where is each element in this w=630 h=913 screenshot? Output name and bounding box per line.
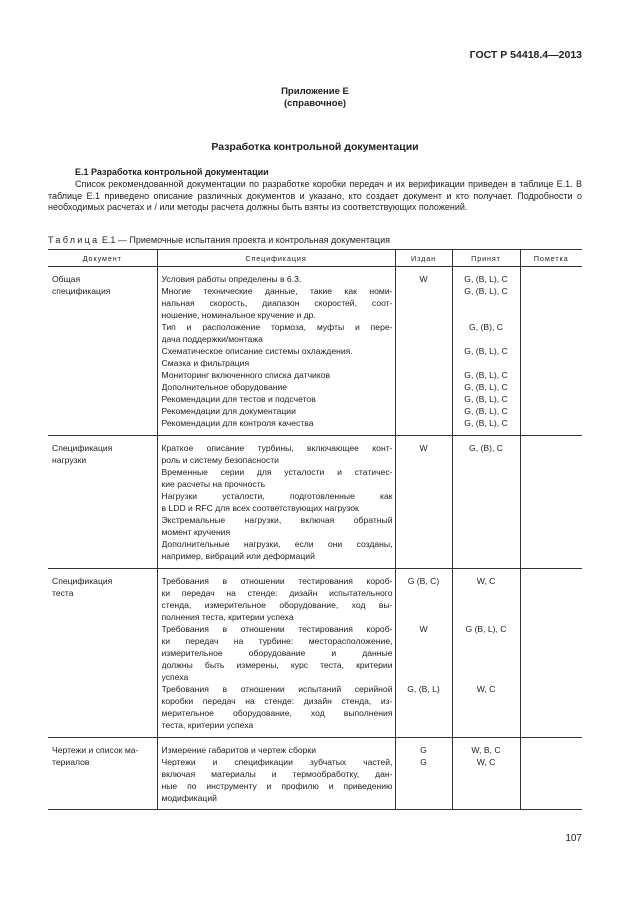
cell-line <box>455 297 518 309</box>
cell-line: Условия работы определены в 6.3. <box>161 274 302 284</box>
cell-line: W, C <box>476 757 496 767</box>
cell-line: Временные серии для усталости и статичес- <box>161 467 393 477</box>
cell-line <box>455 333 518 345</box>
cell-line: G, (B, L), C <box>464 274 508 284</box>
cell-line <box>398 671 450 683</box>
cell-line: нагрузки <box>52 455 87 465</box>
cell-line: ки передач на стенде: дизайн испытательного <box>161 588 393 598</box>
table-row <box>48 569 582 738</box>
cell-line <box>398 611 450 623</box>
cell-line: ки передач на турбине: месторасположение, <box>161 636 393 646</box>
cell-line: спецификация <box>52 286 111 296</box>
body-paragraph: Список рекомендованной документации по разработке коробки передач и их верификации приведен в таблице Е.1. В таблице Е.1 приведено описание различных документов и указано, кто создает документ и кто получает. Подробности о необходимых расчетах и / или методы расчета должны быть взяты из соответствующих положений. <box>48 179 582 213</box>
annex-note: (справочное) <box>283 97 347 109</box>
cell-line: Рекомендации для контроля качества <box>161 418 314 428</box>
cell-line: Общая <box>52 274 81 284</box>
cell-line <box>455 357 518 369</box>
cell-line: Дополнительное оборудование <box>161 382 288 392</box>
cell-line: например, вибраций или деформаций <box>161 551 315 561</box>
mark-cell <box>520 267 582 436</box>
table-caption-text: Е.1 — Приемочные испытания проекта и контрольная документация <box>99 235 390 245</box>
cell-line <box>523 575 581 587</box>
cell-line <box>398 417 450 429</box>
cell-line: G, (B), C <box>469 322 503 332</box>
table-header-row <box>48 250 582 267</box>
cell-line: ные по инструменту и профилю и приведению <box>161 781 393 791</box>
cell-line <box>455 671 518 683</box>
cell-line: G <box>420 757 427 767</box>
table-row <box>48 738 582 810</box>
cell-line: G, (B, L) <box>407 684 440 694</box>
cell-line: Многие технические данные, такие как номи- <box>161 286 393 296</box>
cell-line: W <box>419 274 428 284</box>
issued-cell <box>395 436 452 569</box>
accepted-cell <box>452 267 520 436</box>
cell-line: момент кручения <box>161 527 231 537</box>
cell-line: Чертежи и список ма- <box>52 745 139 755</box>
header-issued: Издан <box>395 250 452 267</box>
cell-line: Краткое описание турбины, включающее конт- <box>161 443 393 453</box>
documentation-table <box>48 249 582 810</box>
cell-line: G, (B), C <box>469 443 503 453</box>
cell-line: полнения теста, критерии успеха <box>161 612 294 622</box>
cell-line: G <box>420 745 427 755</box>
document-cell <box>48 267 157 436</box>
mark-cell <box>520 436 582 569</box>
cell-line: G, (B, L), C <box>464 346 508 356</box>
cell-line: G, (B, L), C <box>464 370 508 380</box>
cell-line: G (B, L), C <box>465 624 507 634</box>
cell-line: Требования в отношении тестирования короб- <box>161 576 393 586</box>
cell-line: ношение, номинальное кручение и др. <box>161 310 316 320</box>
cell-line: дача поддержки/монтажа <box>161 334 263 344</box>
subsection-title: Е.1 Разработка контрольной документации <box>75 167 269 177</box>
cell-line <box>398 635 450 647</box>
cell-line: W, B, C <box>471 745 501 755</box>
specification-cell <box>157 738 395 810</box>
cell-line: G, (B, L), C <box>464 286 508 296</box>
cell-line: Рекомендации для документации <box>161 406 296 416</box>
cell-line: G, (B, L), C <box>464 394 508 404</box>
table-caption-prefix: Таблица <box>48 235 100 245</box>
cell-line <box>455 599 518 611</box>
document-cell <box>48 569 157 738</box>
cell-line: измерительное оборудование и данные <box>161 648 393 658</box>
cell-line <box>398 647 450 659</box>
cell-line <box>398 345 450 357</box>
cell-line <box>398 321 450 333</box>
table-row <box>48 267 582 436</box>
cell-line: Спецификация <box>52 443 113 453</box>
cell-line: Спецификация <box>52 576 113 586</box>
specification-cell <box>157 436 395 569</box>
table-row <box>48 436 582 569</box>
annex-title: Приложение Е <box>281 86 349 97</box>
mark-cell <box>520 738 582 810</box>
table-body <box>48 267 582 810</box>
cell-line: успеха <box>161 672 189 682</box>
accepted-cell <box>452 738 520 810</box>
issued-cell <box>395 569 452 738</box>
header-document: Документ <box>48 250 157 267</box>
cell-line <box>455 309 518 321</box>
document-cell <box>48 738 157 810</box>
cell-line: G, (B, L), C <box>464 406 508 416</box>
cell-line: Схематическое описание системы охлаждения. <box>161 346 353 356</box>
cell-line <box>398 357 450 369</box>
accepted-cell <box>452 436 520 569</box>
cell-line: Рекомендации для тестов и подсчетов <box>161 394 316 404</box>
cell-line <box>398 309 450 321</box>
cell-line <box>523 744 581 756</box>
cell-line: теста <box>52 588 74 598</box>
cell-line: W, C <box>476 576 496 586</box>
cell-line: Чертежи и спецификации зубчатых частей, <box>161 757 393 767</box>
cell-line: Требования в отношении испытаний серийной <box>161 684 393 694</box>
cell-line: Экстремальные нагрузки, включая обратный <box>161 515 393 525</box>
cell-line <box>398 369 450 381</box>
cell-line: G (B, C) <box>407 576 440 586</box>
cell-line: в LDD и RFC для всех соответствующих нагрузок <box>161 503 359 513</box>
cell-line: должны быть измерены, курс теста, критерии <box>161 660 393 670</box>
page-number: 107 <box>565 833 582 844</box>
cell-line <box>398 381 450 393</box>
accepted-cell <box>452 569 520 738</box>
cell-line: коробки передач на стенде: дизайн стенда, из- <box>161 696 393 706</box>
cell-line <box>398 297 450 309</box>
cell-line: G, (B, L), C <box>464 418 508 428</box>
cell-line: стенда, измерительное оборудование, ход вы- <box>161 600 393 610</box>
cell-line: териалов <box>52 757 90 767</box>
cell-line <box>523 442 581 454</box>
header-accepted: Принят <box>452 250 520 267</box>
table-caption <box>48 235 390 245</box>
cell-line: включая материалы и термообработку, дан- <box>161 769 393 779</box>
cell-line: кие расчеты на прочность <box>161 479 266 489</box>
cell-line <box>455 587 518 599</box>
cell-line: теста, критерии успеха <box>161 720 254 730</box>
specification-cell <box>157 267 395 436</box>
cell-line <box>523 273 581 285</box>
cell-line: Мониторинг включенного списка датчиков <box>161 370 331 380</box>
cell-line <box>398 599 450 611</box>
cell-line: Требования в отношении тестирования короб- <box>161 624 393 634</box>
issued-cell <box>395 738 452 810</box>
document-cell <box>48 436 157 569</box>
header-specification: Спецификация <box>157 250 395 267</box>
cell-line: Нагрузки усталости, подготовленные как <box>161 491 393 501</box>
section-title: Разработка контрольной документации <box>211 141 419 153</box>
issued-cell <box>395 267 452 436</box>
cell-line <box>455 635 518 647</box>
cell-line <box>398 659 450 671</box>
cell-line: модификаций <box>161 793 217 803</box>
cell-line <box>398 333 450 345</box>
cell-line: Измерение габаритов и чертеж сборки <box>161 745 316 755</box>
cell-line: Тип и расположение тормоза, муфты и пере- <box>161 322 393 332</box>
cell-line: W <box>419 624 428 634</box>
cell-line <box>398 285 450 297</box>
header-mark: Пометка <box>520 250 582 267</box>
cell-line <box>455 611 518 623</box>
cell-line <box>455 647 518 659</box>
standard-designation: ГОСТ Р 54418.4—2013 <box>469 49 582 61</box>
cell-line: W <box>419 443 428 453</box>
mark-cell <box>520 569 582 738</box>
cell-line: роль и систему безопасности <box>161 455 279 465</box>
cell-line <box>398 405 450 417</box>
cell-line: G, (B, L), C <box>464 382 508 392</box>
cell-line: нальная скорость, диапазон скоростей, соот- <box>161 298 393 308</box>
cell-line: W, C <box>476 684 496 694</box>
cell-line <box>398 587 450 599</box>
cell-line <box>455 659 518 671</box>
cell-line: мерительное оборудование, ход выполнения <box>161 708 393 718</box>
cell-line <box>398 393 450 405</box>
cell-line: Дополнительные нагрузки, если они созданы, <box>161 539 393 549</box>
specification-cell <box>157 569 395 738</box>
annex-heading <box>0 86 630 109</box>
cell-line: Смазка и фильтрация <box>161 358 250 368</box>
